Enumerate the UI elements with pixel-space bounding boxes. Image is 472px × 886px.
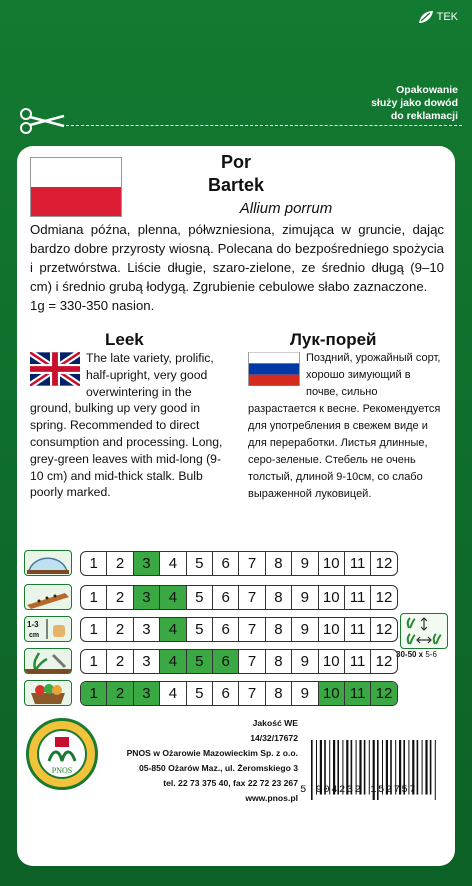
harvest-icon xyxy=(24,680,72,706)
month-cell: 12 xyxy=(370,618,396,641)
month-cell: 5 xyxy=(186,552,212,575)
spacing-label: 30-50 x 5-6 xyxy=(396,650,437,659)
calendar-row xyxy=(24,680,398,706)
month-cell: 6 xyxy=(212,586,238,609)
plant-spacing-icon xyxy=(400,613,448,649)
quality-label: Jakość WE xyxy=(252,718,298,728)
calendar-row xyxy=(24,550,398,576)
month-cell: 3 xyxy=(133,682,159,705)
month-cell: 1 xyxy=(89,554,98,572)
lot-code: 14/32/17672 xyxy=(250,733,298,743)
month-cell: 5 xyxy=(186,682,212,705)
svg-text:cm: cm xyxy=(29,632,40,639)
month-cell: 10 xyxy=(318,650,344,673)
month-cell: 7 xyxy=(238,650,264,673)
month-cell: 11 xyxy=(344,618,370,641)
month-cell: 5 xyxy=(186,618,212,641)
month-cell: 2 xyxy=(106,682,132,705)
seed-weight: 1g = 330-350 nasion. xyxy=(30,298,155,313)
month-cell: 4 xyxy=(159,586,185,609)
month-cell: 5 xyxy=(186,650,212,673)
month-cell: 7 xyxy=(238,618,264,641)
month-cell: 6 xyxy=(212,618,238,641)
english-heading: Leek xyxy=(105,330,144,349)
month-cell: 4 xyxy=(159,682,185,705)
month-cell: 10 xyxy=(318,618,344,641)
month-cell: 1 xyxy=(89,652,98,670)
product-name: Por xyxy=(220,152,251,172)
month-cell: 10 xyxy=(318,552,344,575)
month-cell: 6 xyxy=(212,650,238,673)
month-cell: 9 xyxy=(291,650,317,673)
month-cell: 12 xyxy=(370,552,396,575)
svg-text:1-3: 1-3 xyxy=(27,620,39,629)
complaint-proof-note: Opakowanie służy jako dowód do reklamacji xyxy=(371,84,458,122)
month-cell: 7 xyxy=(238,552,264,575)
month-cells xyxy=(80,551,398,576)
svg-text:PNOS: PNOS xyxy=(51,766,73,775)
month-cell: 1 xyxy=(89,588,98,606)
company-name: PNOS w Ożarowie Mazowieckim Sp. z o.o. xyxy=(126,748,298,758)
month-cell: 8 xyxy=(265,618,291,641)
month-cell: 6 xyxy=(212,552,238,575)
month-cell: 11 xyxy=(344,586,370,609)
month-cell: 7 xyxy=(238,682,264,705)
calendar-row xyxy=(24,648,398,674)
month-cell: 3 xyxy=(133,650,159,673)
cut-line xyxy=(66,125,462,126)
month-cell: 12 xyxy=(370,682,396,705)
russian-heading: Лук-порей xyxy=(290,330,377,349)
month-cells xyxy=(80,585,398,610)
month-cell: 11 xyxy=(344,552,370,575)
month-cell: 12 xyxy=(370,586,396,609)
month-cell: 2 xyxy=(106,618,132,641)
company-phone: tel. 22 73 375 40, fax 22 72 23 267 xyxy=(163,778,298,788)
sowing-depth-icon xyxy=(24,616,72,642)
month-cell: 1 xyxy=(81,682,106,705)
month-cell: 3 xyxy=(133,618,159,641)
barcode-number: 5 904232 152757 xyxy=(300,784,418,796)
month-cells xyxy=(80,617,398,642)
company-website[interactable]: www.pnos.pl xyxy=(245,793,298,803)
month-cell: 8 xyxy=(265,650,291,673)
russia-flag-icon xyxy=(248,352,300,386)
month-cell: 10 xyxy=(318,682,344,705)
month-cell: 11 xyxy=(344,650,370,673)
tunnel-sowing-icon xyxy=(24,550,72,576)
english-description: The late variety, prolific, half-upright, very good overwintering in the ground, bulking up very good in spring. Recommended to direct consumption and processing. Long, grey-green leaves with mid-long (9-10 cm) and mid-thick stalk. Bulb poorly marked. xyxy=(30,351,223,500)
month-cell: 8 xyxy=(265,586,291,609)
polish-description: Odmiana późna, plenna, półwzniesiona, zimująca w gruncie, dając bardzo dobre przyrosty wiosną. Polecana do bezpośredniego spożycia i przetwórstwa. Liście długie, szaro-zielone, ze średnio długą (9–10 cm) i średnio grubą łodygą. Zgrubienie cebulowe słabo zaznaczone. 1g = 330-350 nasion. xyxy=(30,222,444,313)
company-address: 05-850 Ożarów Maz., ul. Żeromskiego 3 xyxy=(138,763,298,773)
month-cell: 3 xyxy=(133,552,159,575)
month-cell: 11 xyxy=(344,682,370,705)
latin-name: Allium porrum xyxy=(239,200,333,217)
seedbed-sowing-icon xyxy=(24,584,72,610)
month-cell: 12 xyxy=(370,650,396,673)
scissors-icon xyxy=(18,106,66,136)
pnos-emblem-icon xyxy=(39,731,85,777)
uk-flag-icon xyxy=(30,352,80,386)
month-cell: 4 xyxy=(159,650,185,673)
month-cells xyxy=(80,649,398,674)
month-cell: 8 xyxy=(265,682,291,705)
month-cell: 2 xyxy=(106,650,132,673)
month-cell: 3 xyxy=(133,586,159,609)
variety-name: Bartek xyxy=(207,175,265,195)
month-cell: 4 xyxy=(159,618,185,641)
month-cell: 4 xyxy=(159,552,185,575)
month-cell: 6 xyxy=(212,682,238,705)
month-cell: 2 xyxy=(106,552,132,575)
month-cell: 9 xyxy=(291,682,317,705)
month-cell: 9 xyxy=(291,552,317,575)
calendar-row xyxy=(24,584,398,610)
month-cell: 2 xyxy=(106,586,132,609)
month-cell: 1 xyxy=(89,620,98,638)
month-cell: 9 xyxy=(291,586,317,609)
planting-icon xyxy=(24,648,72,674)
month-cells xyxy=(80,681,398,706)
month-cell: 10 xyxy=(318,586,344,609)
russian-description: Поздний, урожайный сорт, хорошо зимующий в почве, сильно разрастается к весне. Рекомендуется для употребления в свежем виде и для переработки. Листья длинные, серо-зеленые. Стебель не очень толстый, длиной 9-10см, со слабо выраженной луковицей. xyxy=(248,352,441,500)
tek-logo xyxy=(418,10,458,24)
month-cell: 9 xyxy=(291,618,317,641)
calendar-row xyxy=(24,616,398,642)
leaf-icon xyxy=(418,10,434,24)
month-cell: 8 xyxy=(265,552,291,575)
tek-label: TEK xyxy=(436,11,458,23)
month-cell: 7 xyxy=(238,586,264,609)
month-cell: 5 xyxy=(186,586,212,609)
